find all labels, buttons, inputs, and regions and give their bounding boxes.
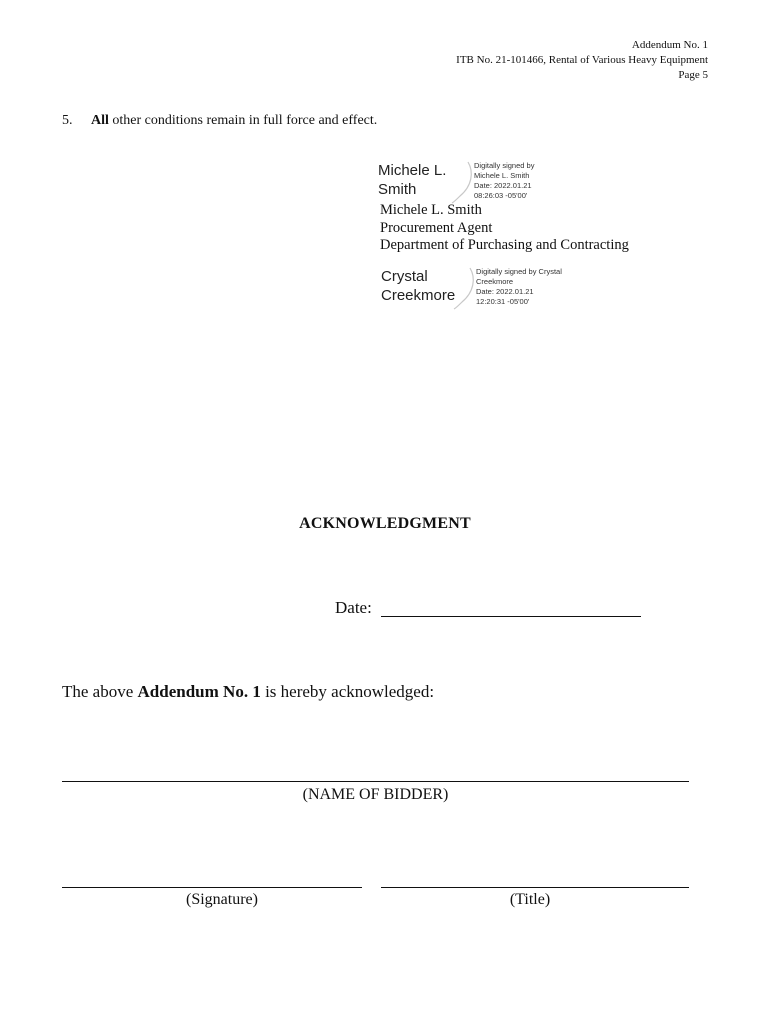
ack-text-after: is hereby acknowledged: (260, 682, 435, 701)
signature-detail: Date: 2022.01.21 (474, 181, 532, 190)
signature-line[interactable] (62, 887, 362, 888)
item-number: 5. (62, 113, 73, 128)
item-text: other conditions remain in full force and effect. (108, 113, 378, 128)
signature-name-line1: Michele L. (378, 162, 447, 179)
date-field-line[interactable] (381, 616, 641, 617)
signature-details-smith (474, 161, 534, 201)
agent-title: Procurement Agent (380, 219, 493, 236)
title-caption: (Title) (509, 891, 551, 908)
signature-detail: Digitally signed by (474, 161, 535, 170)
header-addendum: Addendum No. 1 (631, 39, 708, 51)
signature-stroke-icon (452, 266, 478, 310)
signature-name-line2: Smith (378, 181, 417, 198)
bidder-name-line[interactable] (62, 781, 689, 782)
signature-stroke-icon (450, 160, 476, 204)
document-header (456, 38, 708, 83)
signature-details-creekmore (476, 267, 562, 307)
title-line[interactable] (381, 887, 689, 888)
signature-name-line1: Crystal (381, 268, 428, 285)
signature-detail: Creekmore (476, 277, 514, 286)
ack-text-bold: Addendum No. 1 (137, 682, 261, 701)
header-itb: ITB No. 21-101466, Rental of Various Heavy Equipment (456, 54, 708, 66)
date-label: Date: (335, 598, 372, 617)
digital-signature-smith (378, 161, 446, 199)
acknowledgment-statement (62, 682, 434, 702)
signature-name-line2: Creekmore (381, 287, 456, 304)
ack-text-before: The above (62, 682, 138, 701)
signature-detail: 12:20:31 -05'00' (476, 297, 530, 306)
signature-detail: Date: 2022.01.21 (476, 287, 534, 296)
acknowledgment-title: ACKNOWLEDGMENT (299, 515, 471, 532)
header-page: Page 5 (678, 69, 708, 81)
signature-detail: Michele L. Smith (474, 171, 530, 180)
item-lead: All (91, 113, 109, 128)
item-5 (62, 113, 377, 129)
bidder-name-caption: (NAME OF BIDDER) (302, 786, 449, 803)
agent-block (380, 202, 629, 255)
signature-detail: Digitally signed by Crystal (476, 267, 562, 276)
digital-signature-creekmore (381, 267, 455, 305)
agent-department: Department of Purchasing and Contracting (380, 237, 629, 253)
signature-detail: 08:26:03 -05'00' (474, 191, 528, 200)
signature-caption: (Signature) (186, 891, 258, 908)
agent-name: Michele L. Smith (380, 202, 482, 218)
